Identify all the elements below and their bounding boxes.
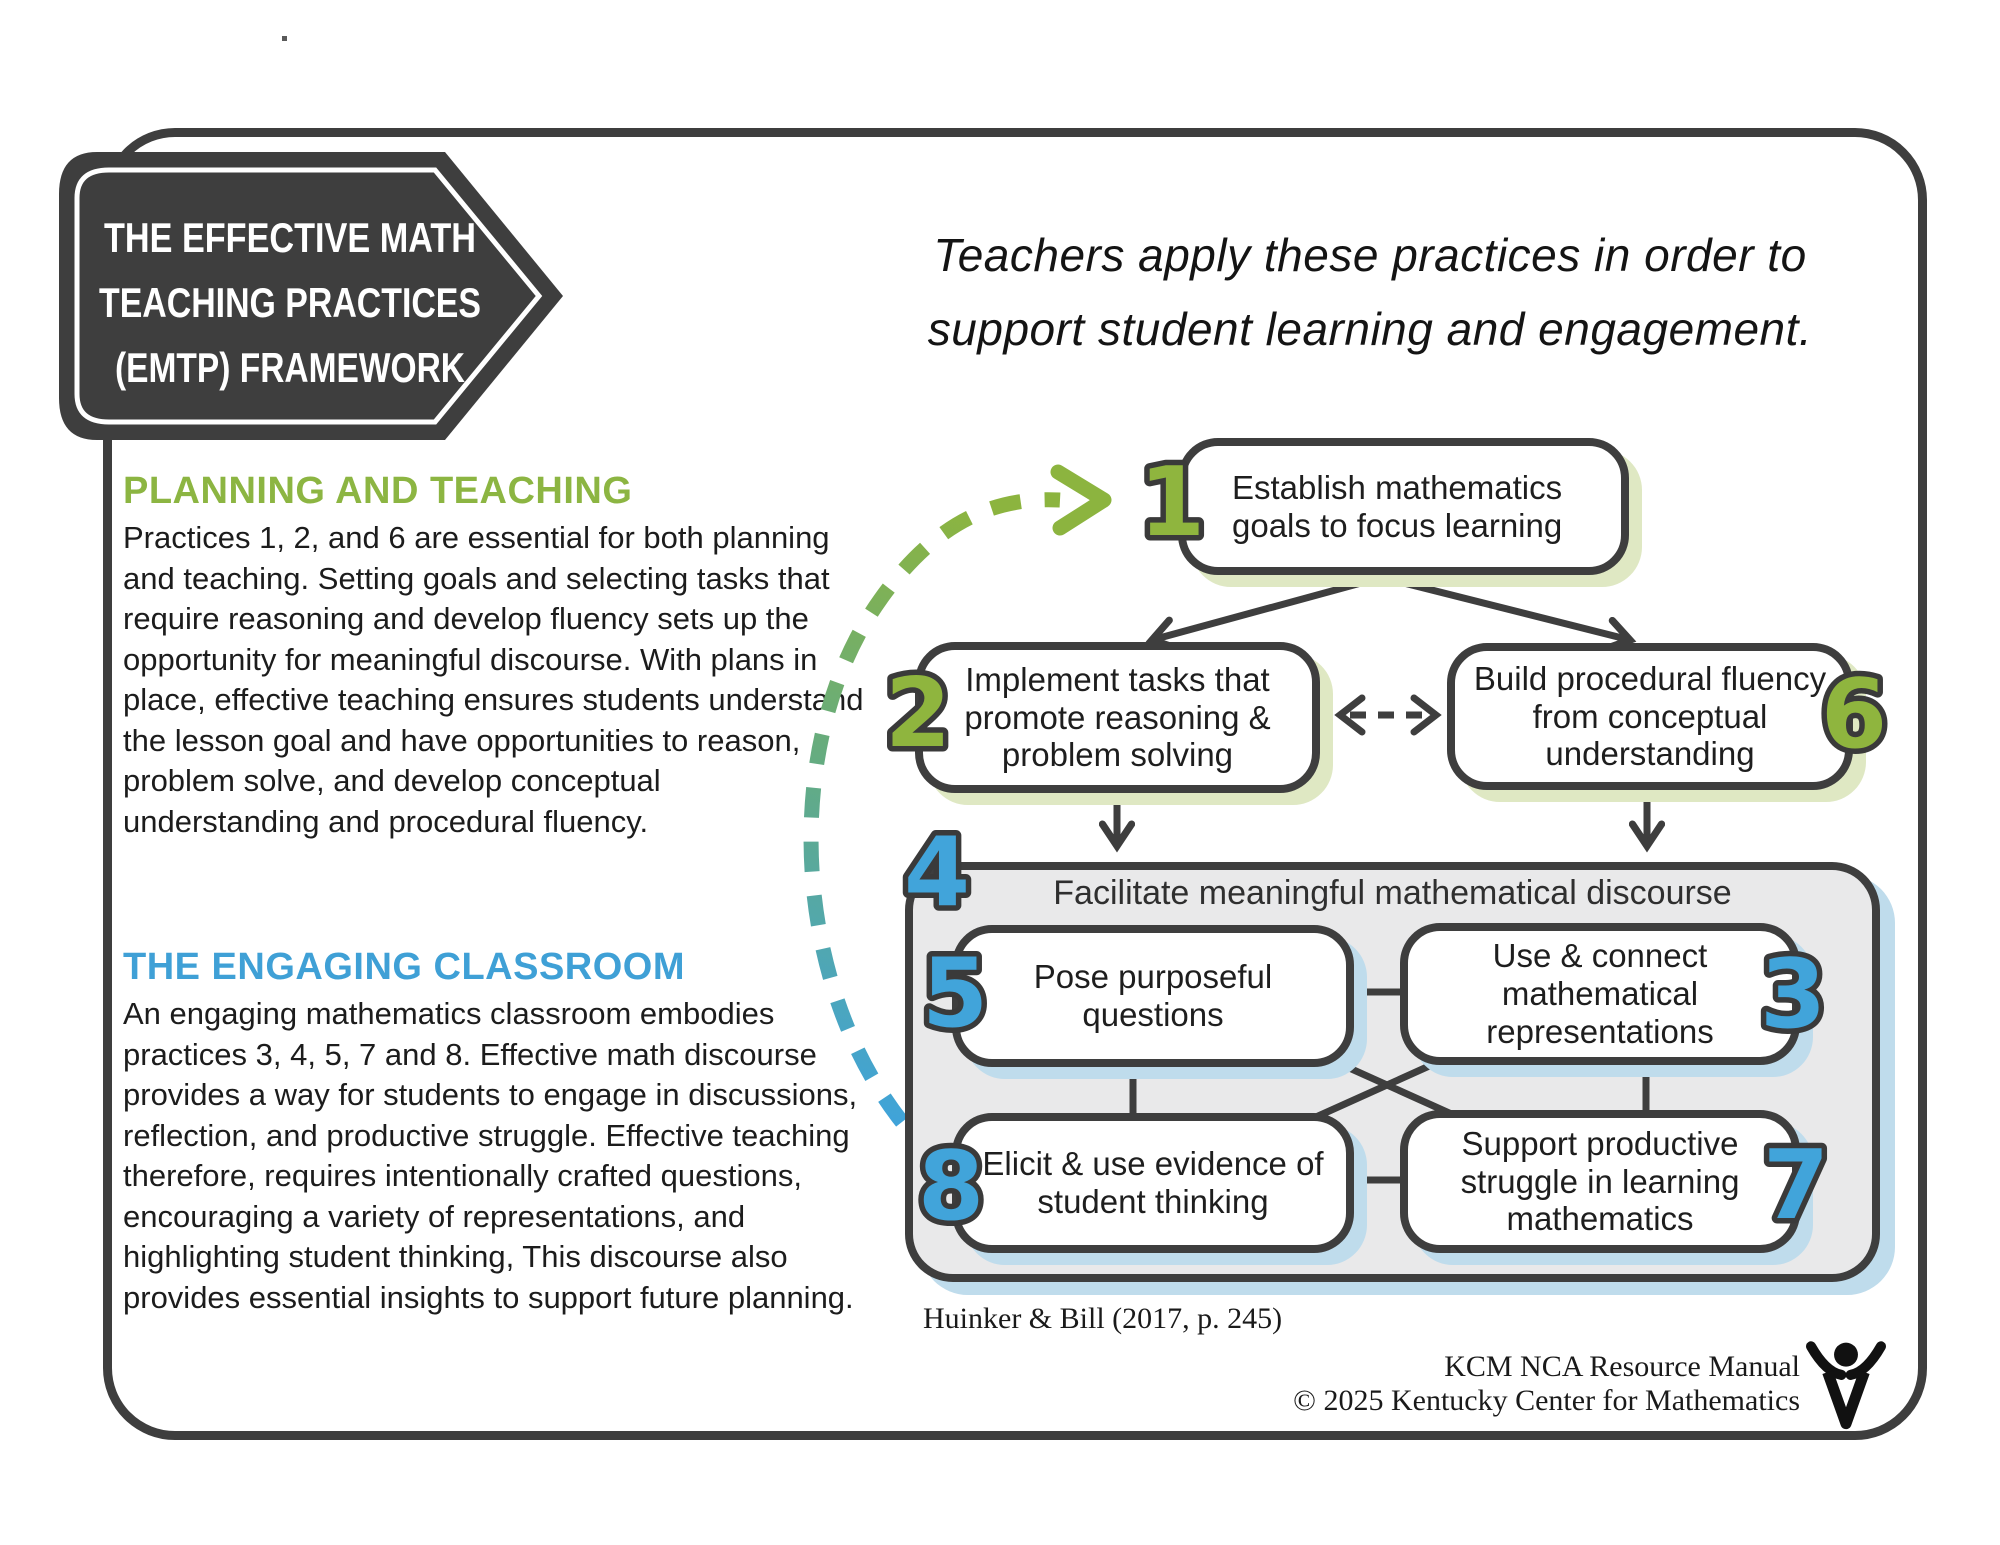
practice-6-number [1799,658,1909,768]
practice-box-1 [1178,438,1629,575]
svg-text:5: 5 [921,939,989,1049]
kcm-person-logo-icon [1800,1336,1892,1434]
section-body-planning: Practices 1, 2, and 6 are essential for both planning and teaching. Setting goals and selecting tasks that require reasoning and develop fluency sets up the opportunity for meaningful discourse. With plans in place, effective teaching ensures students understand the lesson goal and have opportunities to reason, problem solve, and develop conceptual understanding and procedural fluency. [123,520,864,839]
svg-text:4: 4 [903,818,971,928]
footer-line1: KCM NCA Resource Manual [1444,1350,1800,1383]
svg-text:6: 6 [1820,660,1888,770]
discourse-panel-title: Facilitate meaningful mathematical discourse [1053,874,1732,912]
practice-2-label: Implement tasks that promote reasoning & problem solving [964,660,1271,774]
section-body-engaging: An engaging mathematics classroom embodies practices 3, 4, 5, 7 and 8. Effective math discourse provides a way for students to engage in discussions, reflection, and productive struggle. Effective teaching therefore, requires intentionally crafted questions, encouraging a variety of representations, and highlighting student thinking, This discourse also provides essential insights to support future planning. [123,996,858,1315]
section-heading-planning: PLANNING AND TEACHING [123,470,633,512]
practice-7-number [1741,1129,1851,1239]
practice-5-label: Pose purposeful questions [1033,958,1273,1033]
practice-box-2 [915,642,1320,793]
citation: Huinker & Bill (2017, p. 245) [923,1302,1283,1335]
banner-title-line1: THE EFFECTIVE MATH [104,214,476,261]
section-heading-engaging: THE ENGAGING CLASSROOM [123,946,686,988]
practice-box-5 [952,925,1354,1067]
practice-box-8 [952,1113,1354,1253]
practice-5-number [900,937,1010,1047]
title-banner [55,148,567,446]
practice-1-label: Establish mathematics goals to focus learning [1232,468,1563,544]
practice-6-label: Build procedural fluency from conceptual understanding [1473,659,1827,773]
svg-text:3: 3 [1759,940,1827,1050]
tagline: Teachers apply these practices in order to support student learning and engagement. [927,229,1813,355]
banner-title-line3: (EMTP) FRAMEWORK [115,344,465,391]
practice-1-number [1117,446,1227,556]
footer-line2: © 2025 Kentucky Center for Mathematics [1293,1384,1800,1417]
svg-text:1: 1 [1138,448,1206,558]
practice-7-label: Support productive struggle in learning mathematics [1460,1124,1740,1238]
practice-3-label: Use & connect mathematical representations [1486,937,1714,1050]
practice-8-label: Elicit & use evidence of student thinking [982,1145,1324,1220]
practice-4-number [882,816,992,926]
svg-text:8: 8 [917,1132,985,1242]
practice-2-number [863,657,973,767]
practice-3-number [1738,938,1848,1048]
footer [1000,1350,1800,1418]
stray-dot [282,36,287,41]
svg-text:7: 7 [1762,1131,1830,1241]
practice-box-7 [1400,1110,1800,1253]
svg-text:2: 2 [884,659,952,769]
banner-title-line2: TEACHING PRACTICES [99,279,481,326]
practice-8-number [896,1130,1006,1240]
practice-box-6 [1447,643,1853,790]
